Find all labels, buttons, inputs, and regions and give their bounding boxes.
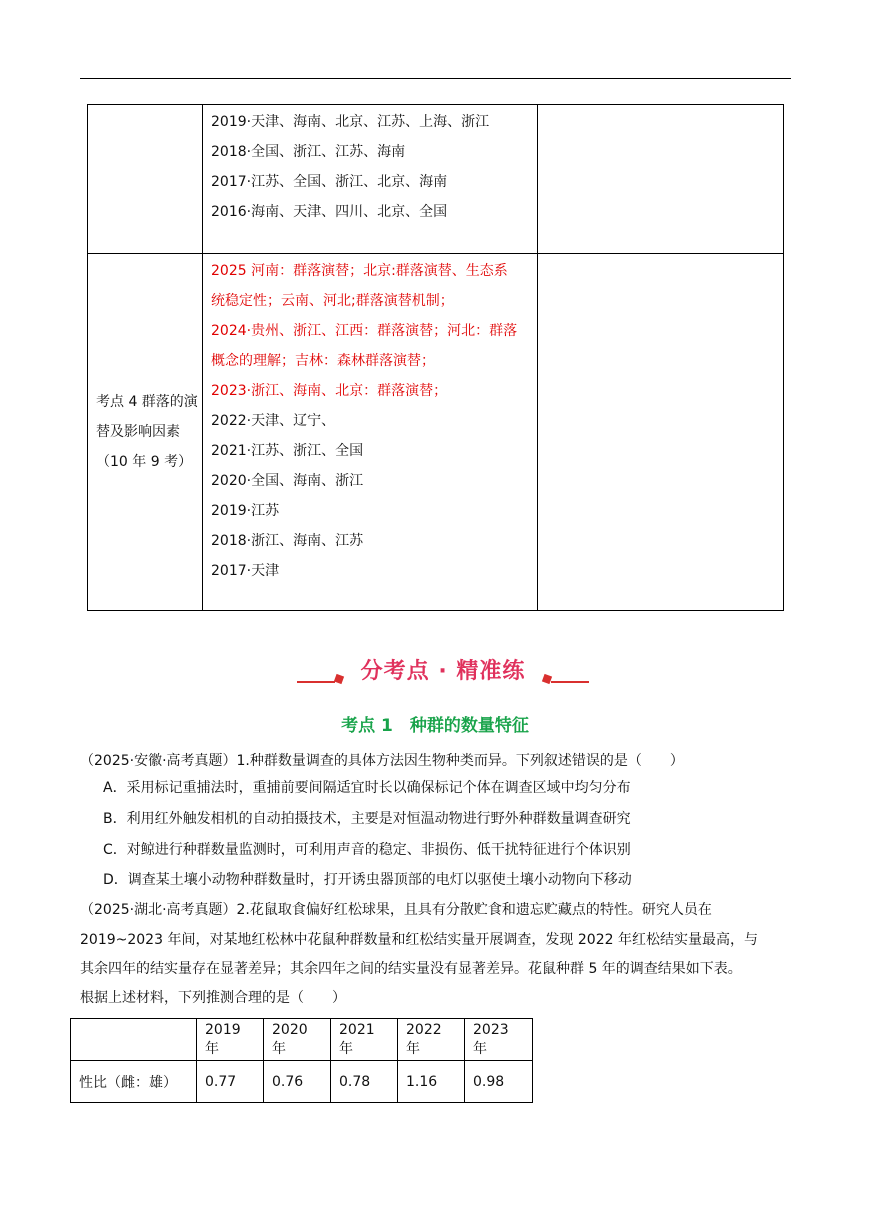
year-line: 2021·江苏、浙江、全国 xyxy=(211,443,364,459)
table-row xyxy=(88,105,784,254)
section-title: 考点 1 种群的数量特征 xyxy=(341,716,529,736)
year-line: 2018·全国、浙江、江苏、海南 xyxy=(211,144,406,160)
header-rule xyxy=(80,78,791,79)
years-cell xyxy=(203,105,538,254)
years-cell xyxy=(203,254,538,611)
option-c: C．对鲸进行种群数量监测时，可利用声音的稳定、非损伤、低干扰特征进行个体识别 xyxy=(103,842,631,858)
topic-cell xyxy=(88,105,203,254)
header-cell: 2022 年 xyxy=(398,1019,465,1061)
question-1-stem: （2025·安徽·高考真题）1.种群数量调查的具体方法因生物种类而异。下列叙述错误的是（ ） xyxy=(80,753,684,769)
year-line: 2020·全国、海南、浙江 xyxy=(211,473,364,489)
banner-title: 分考点 · 精准练 xyxy=(360,659,526,684)
header-cell: 2019 年 xyxy=(197,1019,264,1061)
option-b: B．利用红外触发相机的自动拍摄技术，主要是对恒温动物进行野外种群数量调查研究 xyxy=(103,811,631,827)
year-line: 2019·天津、海南、北京、江苏、上海、浙江 xyxy=(211,114,490,130)
option-d: D．调查某土壤小动物种群数量时，打开诱虫器顶部的电灯以驱使土壤小动物向下移动 xyxy=(103,872,632,888)
year-line: 2018·浙江、海南、江苏 xyxy=(211,533,364,549)
section-banner xyxy=(297,652,589,692)
table-row xyxy=(88,254,784,611)
year-line: 2017·天津 xyxy=(211,563,280,579)
header-cell: 2023 年 xyxy=(465,1019,533,1061)
highlight-line: 2025 河南：群落演替；北京:群落演替、生态系 xyxy=(211,263,508,279)
year-line: 2016·海南、天津、四川、北京、全国 xyxy=(211,204,448,220)
topic-label: 考点 4 群落的演替及影响因素（10 年 9 考） xyxy=(96,394,198,470)
header-cell xyxy=(71,1019,197,1061)
table-cell: 1.16 xyxy=(398,1061,465,1103)
year-line: 2022·天津、辽宁、 xyxy=(211,413,336,429)
exam-distribution-table xyxy=(87,104,784,611)
highlight-line: 概念的理解；吉林：森林群落演替； xyxy=(211,353,435,369)
row-label: 性比（雌：雄） xyxy=(71,1061,197,1103)
topic-cell xyxy=(88,254,203,611)
question-2-line: 其余四年的结实量存在显著差异；其余四年之间的结实量没有显著差异。花鼠种群 5 年的调查结果如下表。 xyxy=(80,961,742,977)
question-2-line: 2019~2023 年间，对某地红松林中花鼠种群数量和红松结实量开展调查，发现 2022 年红松结实量最高，与 xyxy=(80,932,758,948)
question-2-line: 根据上述材料，下列推测合理的是（ ） xyxy=(80,990,346,1006)
header-cell: 2021 年 xyxy=(331,1019,398,1061)
highlight-line: 统稳定性；云南、河北;群落演替机制； xyxy=(211,293,454,309)
header-cell: 2020 年 xyxy=(264,1019,331,1061)
notes-cell xyxy=(538,105,784,254)
option-a: A．采用标记重捕法时，重捕前要间隔适宜时长以确保标记个体在调查区域中均匀分布 xyxy=(103,780,631,796)
table-cell: 0.77 xyxy=(197,1061,264,1103)
table-header-row xyxy=(71,1019,533,1061)
question-2-line: （2025·湖北·高考真题）2.花鼠取食偏好红松球果，且具有分散贮食和遗忘贮藏点的特性。研究人员在 xyxy=(80,902,712,918)
table-cell: 0.76 xyxy=(264,1061,331,1103)
table-cell: 0.78 xyxy=(331,1061,398,1103)
highlight-line: 2024·贵州、浙江、江西：群落演替；河北：群落 xyxy=(211,323,518,339)
year-line: 2017·江苏、全国、浙江、北京、海南 xyxy=(211,174,448,190)
table-row xyxy=(71,1061,533,1103)
year-line: 2019·江苏 xyxy=(211,503,280,519)
notes-cell xyxy=(538,254,784,611)
highlight-line: 2023·浙江、海南、北京：群落演替； xyxy=(211,383,448,399)
sex-ratio-table xyxy=(70,1018,533,1103)
table-cell: 0.98 xyxy=(465,1061,533,1103)
